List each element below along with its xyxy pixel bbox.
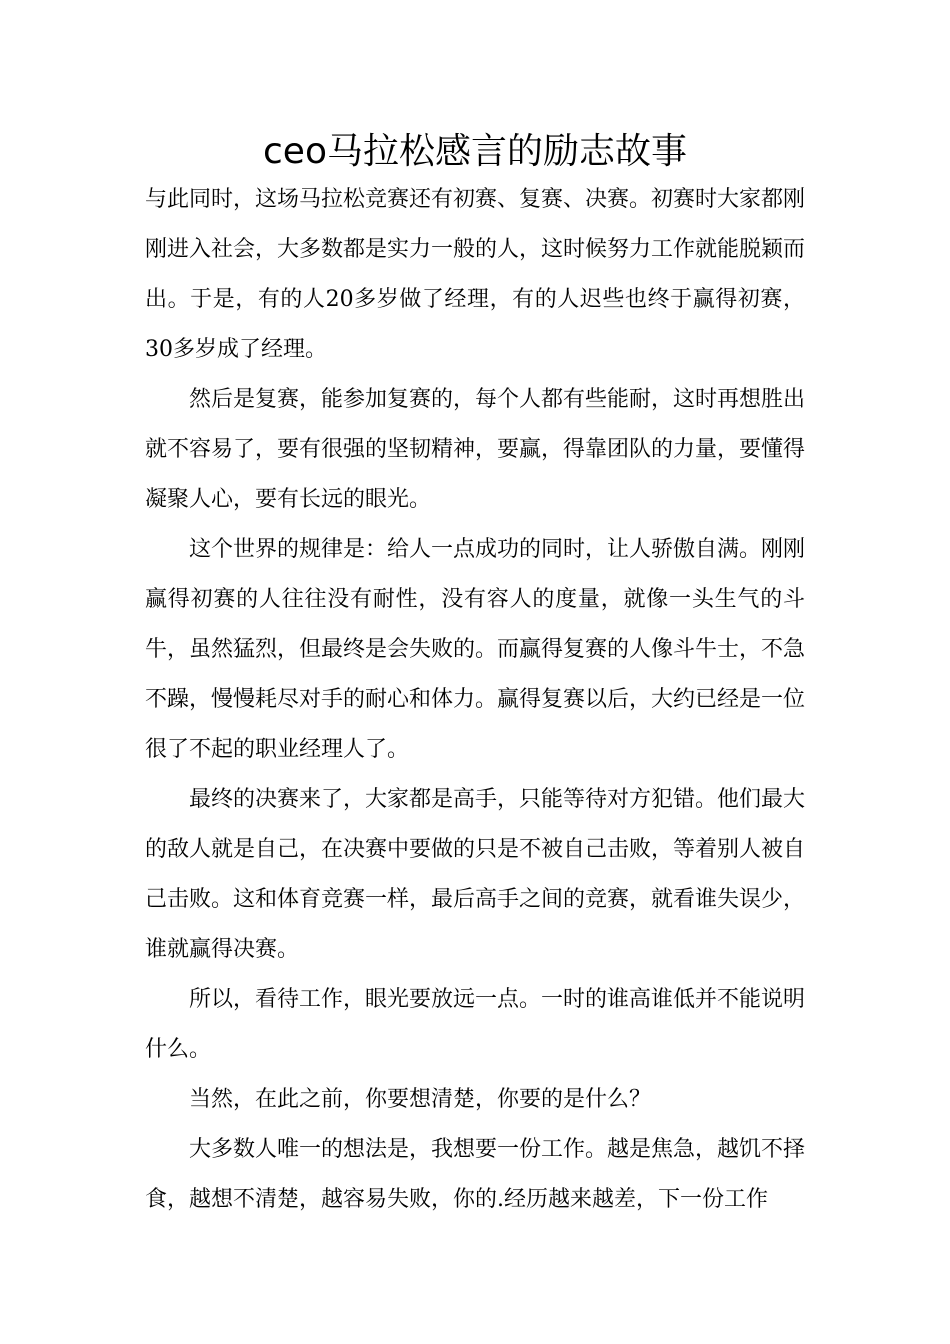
paragraph-4: 最终的决赛来了，大家都是高手，只能等待对方犯错。他们最大的敌人就是自己，在决赛中要做的只是不被自己击败，等着别人被自己击败。这和体育竞赛一样，最后高手之间的竞赛，就看谁失误少，谁就赢得决赛。 bbox=[145, 787, 806, 962]
paragraph-1: 与此同时，这场马拉松竞赛还有初赛、复赛、决赛。初赛时大家都刚刚进入社会，大多数都是实力一般的人，这时候努力工作就能脱颖而出。于是，有的人20多岁做了经理，有的人迟些也终于赢得初赛，30多岁成了经理。 bbox=[145, 187, 806, 362]
paragraph-7: 大多数人唯一的想法是，我想要一份工作。越是焦急，越饥不择食，越想不清楚，越容易失败，你的.经历越来越差，下一份工作 bbox=[145, 1137, 806, 1212]
paragraph-2: 然后是复赛，能参加复赛的，每个人都有些能耐，这时再想胜出就不容易了，要有很强的坚韧精神，要赢，得靠团队的力量，要懂得凝聚人心，要有长远的眼光。 bbox=[145, 387, 806, 512]
paragraph-3: 这个世界的规律是：给人一点成功的同时，让人骄傲自满。刚刚赢得初赛的人往往没有耐性，没有容人的度量，就像一头生气的斗牛，虽然猛烈，但最终是会失败的。而赢得复赛的人像斗牛士，不急不躁，慢慢耗尽对手的耐心和体力。赢得复赛以后，大约已经是一位很了不起的职业经理人了。 bbox=[145, 537, 806, 762]
document-title: ceo马拉松感言的励志故事 bbox=[263, 131, 687, 172]
paragraph-6: 当然，在此之前，你要想清楚，你要的是什么？ bbox=[189, 1087, 652, 1112]
document-body bbox=[145, 175, 805, 1225]
paragraph-5: 所以，看待工作，眼光要放远一点。一时的谁高谁低并不能说明什么。 bbox=[145, 987, 806, 1062]
